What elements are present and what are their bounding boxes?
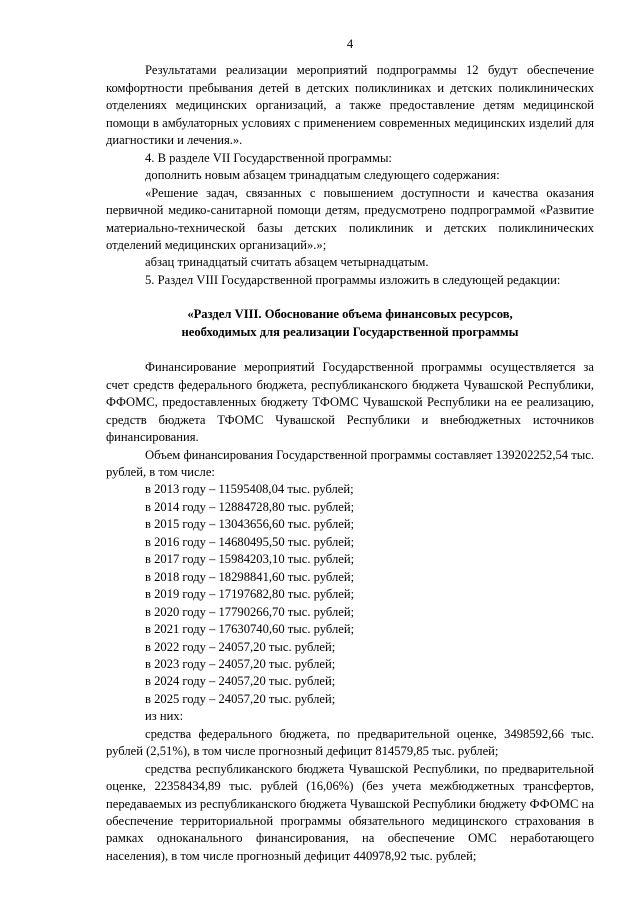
year-item: в 2022 году – 24057,20 тыс. рублей; (145, 639, 336, 654)
year-item: в 2025 году – 24057,20 тыс. рублей; (145, 691, 336, 706)
year-item: в 2023 году – 24057,20 тыс. рублей; (145, 656, 336, 671)
section-heading-line-1: «Раздел VIII. Обоснование объема финансовых ресурсов, (187, 307, 513, 322)
federal-budget-paragraph: средства федерального бюджета, по предварительной оценке, 3498592,66 тыс. рублей (2,51%), в том числе прогнозный дефицит 814579,85 тыс. рублей; (106, 726, 594, 759)
year-item: в 2024 году – 24057,20 тыс. рублей; (145, 674, 336, 689)
year-item: в 2018 году – 18298841,60 тыс. рублей; (145, 569, 355, 584)
item-4-quote: «Решение задач, связанных с повышением доступности и качества оказания первичной медико-санитарной помощи детям, предусмотрено подпрограммой «Развитие материально-технической базы детских поликлиник и детских поликлинических отделений медицинских организаций».»; (106, 185, 594, 252)
yearly-financing-list (106, 481, 594, 708)
year-item: в 2019 году – 17197682,80 тыс. рублей; (145, 587, 355, 602)
item-4-instruction: дополнить новым абзацем тринадцатым следующего содержания: (145, 168, 500, 183)
item-4-title: 4. В разделе VII Государственной программы: (145, 150, 392, 165)
year-item: в 2016 году – 14680495,50 тыс. рублей; (145, 534, 355, 549)
total-volume-paragraph: Объем финансирования Государственной программы составляет 139202252,54 тыс. рублей, в том числе: (106, 447, 594, 479)
year-item: в 2021 году – 17630740,60 тыс. рублей; (145, 622, 355, 637)
section-heading-line-2: необходимых для реализации Государственной программы (181, 324, 519, 339)
financing-sources-paragraph: Финансирование мероприятий Государственной программы осуществляется за счет средств федерального бюджета, республиканского бюджета Чувашской Республики, ФФОМС, предоставленных бюджету ТФОМС Чувашской Республики на ее реализацию, средств бюджета ТФОМС Чувашской Республики и внебюджетных источников финансирования. (106, 360, 594, 445)
page-number: 4 (346, 37, 354, 51)
document-page (106, 36, 594, 865)
item-5-title: 5. Раздел VIII Государственной программы изложить в следующей редакции: (145, 272, 561, 287)
year-item: в 2013 году – 11595408,04 тыс. рублей; (145, 482, 354, 497)
year-item: в 2014 году – 12884728,80 тыс. рублей; (145, 499, 355, 514)
republican-budget-paragraph: средства республиканского бюджета Чувашской Республики, по предварительной оценке, 22358434,89 тыс. рублей (16,06%) (без учета межбюджетных трансфертов, передаваемых из республиканского бюджета Чувашской Республики бюджету ФФОМС на обеспечение территориальной программы обязательного медицинского страхования в рамках одноканального финансирования, на обеспечение ОМС неработающего населения), в том числе прогнозный дефицит 440978,92 тыс. рублей; (106, 761, 594, 863)
section-heading (106, 306, 594, 341)
of-which-label: из них: (145, 709, 184, 724)
year-item: в 2015 году – 13043656,60 тыс. рублей; (145, 517, 355, 532)
intro-paragraph: Результатами реализации мероприятий подпрограммы 12 будут обеспечение комфортности пребывания детей в детских поликлиниках и детских поликлинических отделениях медицинских организаций, а также предоставление детям медицинской помощи в амбулаторных условиях с применением современных медицинских изделий для диагностики и лечения.». (106, 63, 594, 148)
item-4-renumber: абзац тринадцатый считать абзацем четырнадцатым. (145, 255, 429, 270)
year-item: в 2017 году – 15984203,10 тыс. рублей; (145, 552, 355, 567)
year-item: в 2020 году – 17790266,70 тыс. рублей; (145, 604, 355, 619)
